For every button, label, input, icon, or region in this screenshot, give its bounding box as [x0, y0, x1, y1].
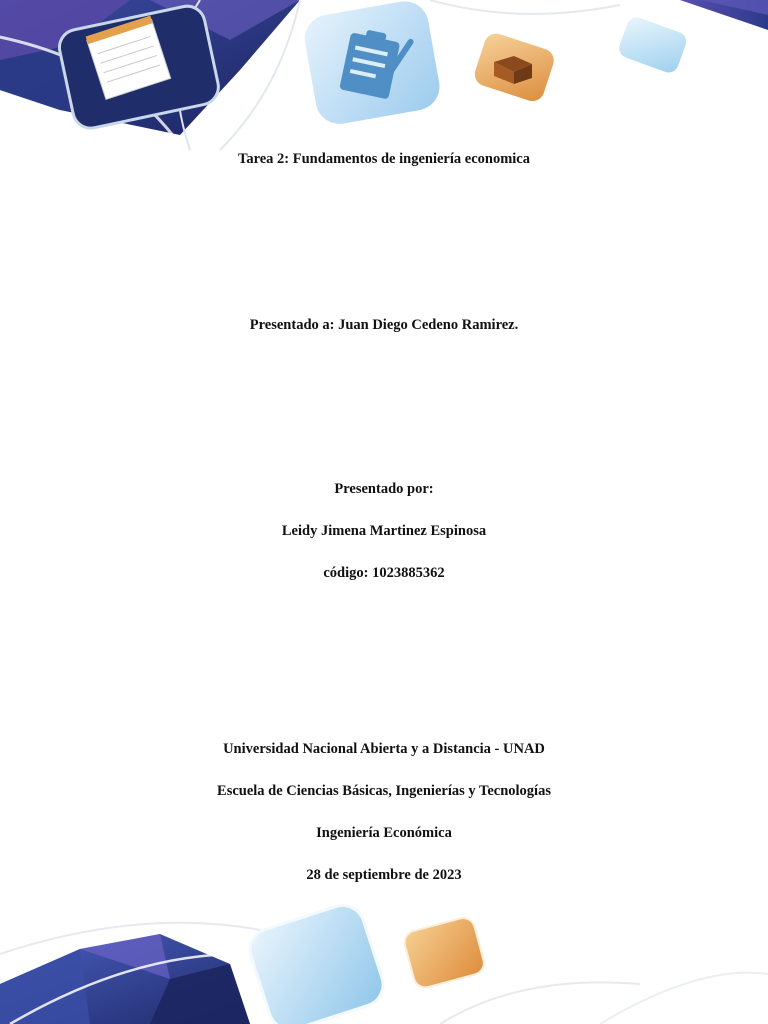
document-date: 28 de septiembre de 2023	[306, 867, 462, 883]
presented-by-label: Presentado por:	[334, 481, 434, 497]
university-name: Universidad Nacional Abierta y a Distancia - UNAD	[223, 741, 545, 757]
student-code: código: 1023885362	[323, 565, 445, 581]
course-name: Ingeniería Económica	[316, 825, 452, 841]
presented-to: Presentado a: Juan Diego Cedeno Ramirez.	[249, 317, 519, 333]
school-name: Escuela de Ciencias Básicas, Ingenierías y Tecnologías	[217, 783, 551, 799]
top-decorative-banner	[0, 0, 768, 160]
bottom-decorative-banner	[0, 894, 768, 1024]
student-name: Leidy Jimena Martinez Espinosa	[281, 523, 487, 539]
document-title: Tarea 2: Fundamentos de ingeniería economica	[237, 151, 530, 167]
